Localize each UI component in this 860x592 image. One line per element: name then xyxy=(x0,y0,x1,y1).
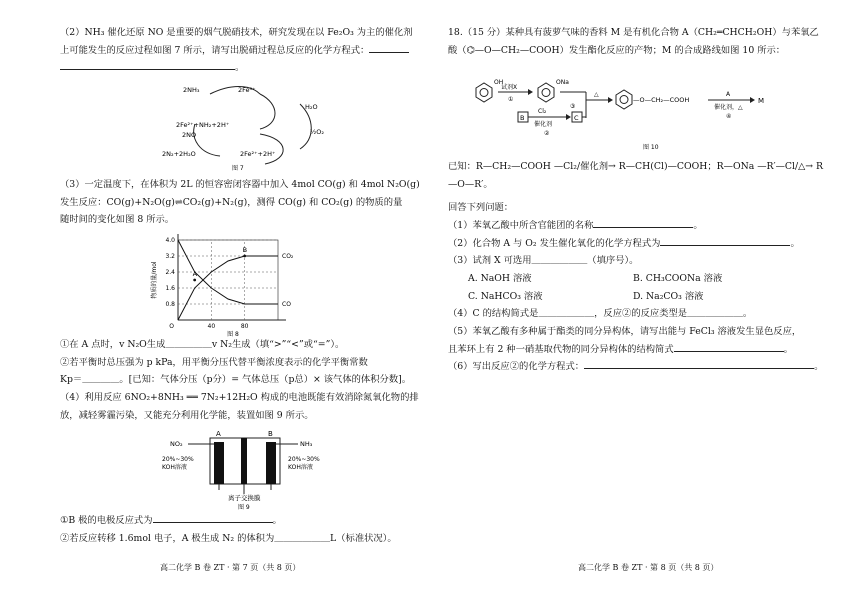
choice-a: A. NaOH 溶液 xyxy=(468,272,532,284)
known-info: 已知：R—CH₂—COOH —Cl₂/催化剂→ R—CH(Cl)—COOH；R—ONa —R′—Cl/△→ R—O—R′。 xyxy=(448,161,824,190)
fig10-reagent-a: A xyxy=(726,91,731,98)
q4-sub1-blank xyxy=(153,512,273,523)
q3-block xyxy=(60,176,460,229)
q18-body xyxy=(448,158,828,376)
fig10-reagent-x: 试剂X xyxy=(501,84,518,91)
figure-8-caption: 图 8 xyxy=(227,331,239,338)
choice-d: D. Na₂CO₃ 溶液 xyxy=(633,290,704,302)
fig7-mid: 2Fe²⁺+NH₂+2H⁺ xyxy=(176,121,230,129)
fig10-cl2: Cl₂ xyxy=(538,108,547,115)
x-tick-label: 80 xyxy=(240,323,249,330)
fig7-caption: 图 7 xyxy=(232,165,244,172)
q3-sub2b: Kp＝＿＿＿＿。[已知：气体分压（p分）= 气体总压（p总）× 该气体的体积分数]。 xyxy=(60,374,412,386)
q3-line1: （3）一定温度下，在体积为 2L 的恒容密闭容器中加入 4mol CO(g) 和 4mol N₂O(g) xyxy=(60,179,420,190)
figure-9 xyxy=(148,428,368,510)
fig9-membrane: 离子交换膜 xyxy=(228,494,261,502)
choice-c: C. NaHCO₃ 溶液 xyxy=(468,290,543,302)
fig10-catalyst2: 催化剂，△ xyxy=(714,104,743,111)
fig10-arrow-1-head xyxy=(528,89,533,95)
fig7-2fe3: 2Fe³⁺ xyxy=(238,86,256,94)
q18-2: （2）化合物 A 与 O₂ 发生催化氧化的化学方程式为 。 xyxy=(448,235,828,253)
fig10-arrow-3-head xyxy=(608,97,613,103)
q3-subs xyxy=(60,336,460,424)
q4-sub1: ①B 极的电极反应式为 。 xyxy=(60,512,460,530)
q2-line1: （2）NH₃ 催化还原 NO 是重要的烟气脱硝技术，研究发现在以 Fe₂O₃ 为主的催化剂 xyxy=(60,27,413,38)
q18-5-line1: （5）苯氧乙酸有多种属于酯类的同分异构体，请写出能与 FeCl₃ 溶液发生显色反应， xyxy=(448,325,802,337)
fig7-2nh3: 2NH₃ xyxy=(183,86,200,94)
q18-1: （1）苯氧乙酸中所含官能团的名称 。 xyxy=(448,217,828,235)
q18-line1: 18.（15 分）某种具有菠萝气味的香料 M 是有机化合物 A（CH₂═CHCH₂OH）与苯氧乙 xyxy=(448,27,819,38)
q3-line3: 随时间的变化如图 8 所示。 xyxy=(60,214,175,226)
fig7-2fe2: 2Fe²⁺+2H⁺ xyxy=(240,150,276,158)
fig10-catalyst: 催化剂 xyxy=(534,121,553,128)
q2-blank-b xyxy=(60,59,235,70)
q18-3: （3）试剂 X 可选用＿＿＿＿＿＿（填序号）。 xyxy=(448,255,639,267)
point-B xyxy=(243,255,246,258)
plot-frame xyxy=(178,240,278,320)
q18-2-blank xyxy=(660,235,790,246)
q2-line2 xyxy=(60,42,460,60)
fig10-ona: ONa xyxy=(556,79,569,86)
fig10-benzene-3-ring xyxy=(620,96,628,104)
figure-8 xyxy=(148,232,358,338)
series-label-1: CO xyxy=(282,301,291,308)
fig10-product: —O—CH₂—COOH xyxy=(633,96,690,104)
fig7-2no: 2NO xyxy=(182,131,197,139)
choice-b: B. CH₃COONa 溶液 xyxy=(633,272,723,284)
fig9-koh-left-1: 20%~30% xyxy=(162,456,194,463)
q18-5-line2: 且苯环上有 2 种一硝基取代物的同分异构体的结构简式 。 xyxy=(448,341,828,359)
right-footer: 高二化学 B 卷 ZT · 第 8 页（共 8 页） xyxy=(578,563,719,572)
q18-header xyxy=(448,24,828,59)
fig7-arc-bottom xyxy=(260,134,283,164)
fig10-benzene-3 xyxy=(616,90,632,109)
fig9-caption: 图 9 xyxy=(238,504,250,511)
fig10-benzene-2 xyxy=(538,83,554,102)
q2-block xyxy=(60,24,460,77)
origin-label: O xyxy=(169,323,174,330)
fig10-m: M xyxy=(758,97,765,105)
y-axis-label: 物质的量/mol xyxy=(151,261,158,299)
fig10-arrow-2-head xyxy=(566,114,571,120)
q18-3-choices-cd xyxy=(448,288,828,306)
q4-line2: 放，减轻雾霾污染，又能充分利用化学能，装置如图 9 所示。 xyxy=(60,409,314,421)
q4-subs xyxy=(60,512,460,547)
fig9-no2: NO₂ xyxy=(170,440,183,448)
q18-4: （4）C 的结构简式是＿＿＿＿＿＿，反应②的反应类型是＿＿＿＿＿＿。 xyxy=(448,308,753,320)
q18-line2: 酸（⌬—O—CH₂—COOH）发生酯化反应的产物；M 的合成路线如图 10 所示： xyxy=(448,44,786,56)
fig9-electrode-b xyxy=(266,442,276,484)
q18-6: （6）写出反应②的化学方程式： 。 xyxy=(448,358,828,376)
x-tick-label: 40 xyxy=(207,323,216,330)
fig9-nh3: NH₃ xyxy=(300,440,313,448)
y-tick-label: 4.0 xyxy=(165,237,175,244)
q3-sub2a: ②若平衡时总压强为 p kPa，用平衡分压代替平衡浓度表示的化学平衡常数 xyxy=(60,356,368,368)
figure-7 xyxy=(140,84,340,174)
fig7-arc-right xyxy=(260,94,275,129)
point-label-B: B xyxy=(242,246,248,254)
q4-sub1-text: ①B 极的电极反应式为 xyxy=(60,515,153,526)
q2-line2-text: 上可能发生的反应过程如图 7 所示，请写出脱硝过程总反应的化学方程式： xyxy=(60,44,370,56)
q18-5-blank xyxy=(674,341,784,352)
fig10-step1: ① xyxy=(508,96,514,103)
figure-8-chart xyxy=(148,232,358,338)
fig9-electrode-a xyxy=(214,442,224,484)
series-label-0: CO₂ xyxy=(282,253,294,260)
q18-3-choices-ab xyxy=(448,270,828,288)
q18-5-text: 且苯环上有 2 种一硝基取代物的同分异构体的结构简式 xyxy=(448,343,674,355)
fig7-h2o: H₂O xyxy=(305,103,318,111)
fig10-benzene-1-ring xyxy=(480,89,488,97)
fig10-delta: △ xyxy=(594,91,599,98)
fig7-n2: 2N₂+2H₂O xyxy=(162,150,196,158)
figure-10-route xyxy=(458,70,818,152)
q18-1-text: （1）苯氧乙酸中所含官能团的名称 xyxy=(448,219,594,231)
figure-7-diagram xyxy=(140,84,340,174)
fig10-step4: ④ xyxy=(726,113,732,120)
q4-sub2: ②若反应转移 1.6mol 电子，A 极生成 N₂ 的体积为＿＿＿＿＿＿L（标准状况）。 xyxy=(60,532,397,544)
fig10-benzene-2-ring xyxy=(542,89,550,97)
left-page xyxy=(60,0,460,592)
q2-answer-line: 。 xyxy=(60,59,460,77)
y-tick-label: 1.6 xyxy=(165,285,175,292)
y-tick-label: 3.2 xyxy=(165,253,175,260)
q18-6-text: （6）写出反应②的化学方程式： xyxy=(448,361,585,373)
q4-line1: （4）利用反应 6NO₂+8NH₃ ══ 7N₂+12H₂O 构成的电池既能有效消除氮氧化物的排 xyxy=(60,391,419,403)
fig9-label-a: A xyxy=(216,430,221,438)
figure-9-cell xyxy=(148,428,368,510)
fig9-membrane-bar xyxy=(241,438,247,484)
q18-2-text: （2）化合物 A 与 O₂ 发生催化氧化的化学方程式为 xyxy=(448,237,661,249)
fig9-koh-right-2: KOH溶液 xyxy=(288,464,313,471)
q18-6-blank xyxy=(584,358,814,369)
fig10-oh: OH xyxy=(494,79,504,86)
right-page xyxy=(448,0,828,592)
fig10-c: C xyxy=(574,114,579,122)
q18-1-blank xyxy=(593,217,693,228)
y-tick-label: 2.4 xyxy=(165,269,175,276)
fig10-step3: ③ xyxy=(570,103,576,110)
q2-blank-a xyxy=(369,42,409,53)
fig9-koh-right-1: 20%~30% xyxy=(288,456,320,463)
figure-10 xyxy=(458,70,818,152)
point-A xyxy=(193,279,196,282)
fig10-caption: 图 10 xyxy=(643,144,659,151)
point-label-A: A xyxy=(192,270,198,278)
fig10-b: B xyxy=(520,114,525,122)
fig9-koh-left-2: KOH溶液 xyxy=(162,464,187,471)
q3-line2: 发生反应：CO(g)+N₂O(g)⇌CO₂(g)+N₂(g)，测得 CO(g) 和 CO₂(g) 的物质的量 xyxy=(60,196,403,208)
fig9-label-b: B xyxy=(268,430,273,438)
fig7-o2: ½O₂ xyxy=(310,128,325,136)
answer-intro: 回答下列问题： xyxy=(448,202,514,214)
y-tick-label: 0.8 xyxy=(165,301,175,308)
fig10-arrow-4-head xyxy=(750,97,755,103)
q3-sub1: ①在 A 点时，v N₂O生成＿＿＿＿＿v N₂生成（填“>”“<”或“=”）。 xyxy=(60,339,345,350)
left-footer: 高二化学 B 卷 ZT · 第 7 页（共 8 页） xyxy=(160,563,301,572)
fig10-benzene-1 xyxy=(476,83,492,102)
fig10-step2: ② xyxy=(544,130,550,137)
